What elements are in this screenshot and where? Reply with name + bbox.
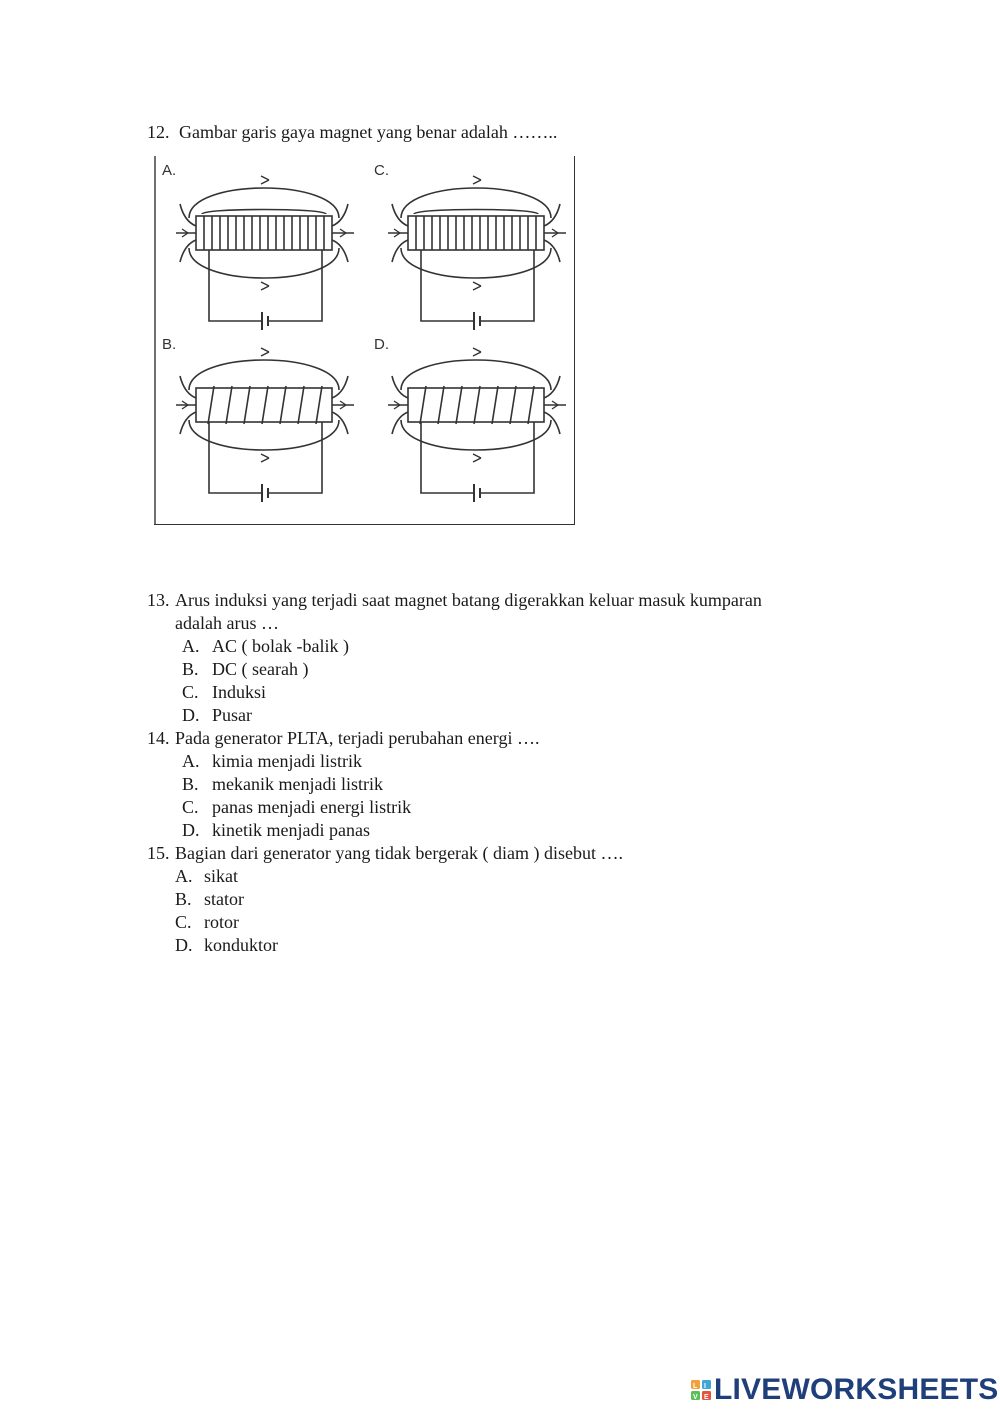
answer-option[interactable]: C. rotor [175,912,239,932]
question-number: 15. [147,843,170,863]
answer-option[interactable]: C. panas menjadi energi listrik [182,797,412,817]
question-number: 14. [147,728,170,748]
question-15-text: 15. Bagian dari generator yang tidak bergerak ( diam ) disebut …. [147,843,624,863]
answer-option[interactable]: B. DC ( searah ) [182,659,309,679]
answer-option[interactable]: D. konduktor [175,935,278,955]
question-14-text: 14. Pada generator PLTA, terjadi perubahan energi …. [147,728,540,748]
question-13 [147,589,762,957]
liveworksheets-wordmark: LIVEWORKSHEETS [714,1373,999,1406]
panel-label-a[interactable]: A. [162,162,177,179]
panel-label-b[interactable]: B. [162,336,177,353]
svg-text:L: L [693,1383,698,1390]
answer-option[interactable]: A. sikat [175,866,238,886]
magnetic-field-figure [154,156,575,525]
liveworksheets-branding[interactable] [690,1373,999,1407]
svg-text:E: E [704,1394,709,1401]
answer-option[interactable]: B. mekanik menjadi listrik [182,774,383,794]
answer-option[interactable]: A. kimia menjadi listrik [182,751,362,771]
question-13-text-cont: adalah arus … [175,613,279,633]
svg-text:I: I [704,1383,706,1390]
question-number: 12. [147,122,170,142]
answer-option[interactable]: C. Induksi [182,682,266,702]
panel-label-c[interactable]: C. [374,162,389,179]
question-number: 13. [147,590,170,610]
question-13-text: 13. Arus induksi yang terjadi saat magnet batang digerakkan keluar masuk kumparan [147,590,762,610]
answer-option[interactable]: B. stator [175,889,244,909]
panel-label-d[interactable]: D. [374,336,389,353]
question-12-text: 12. Gambar garis gaya magnet yang benar adalah …….. [147,122,558,142]
answer-option[interactable]: D. Pusar [182,705,252,725]
answer-option[interactable]: A. AC ( bolak -balik ) [182,636,349,656]
liveworksheets-logo-icon [690,1379,712,1401]
svg-text:V: V [693,1394,698,1401]
answer-option[interactable]: D. kinetik menjadi panas [182,820,370,840]
